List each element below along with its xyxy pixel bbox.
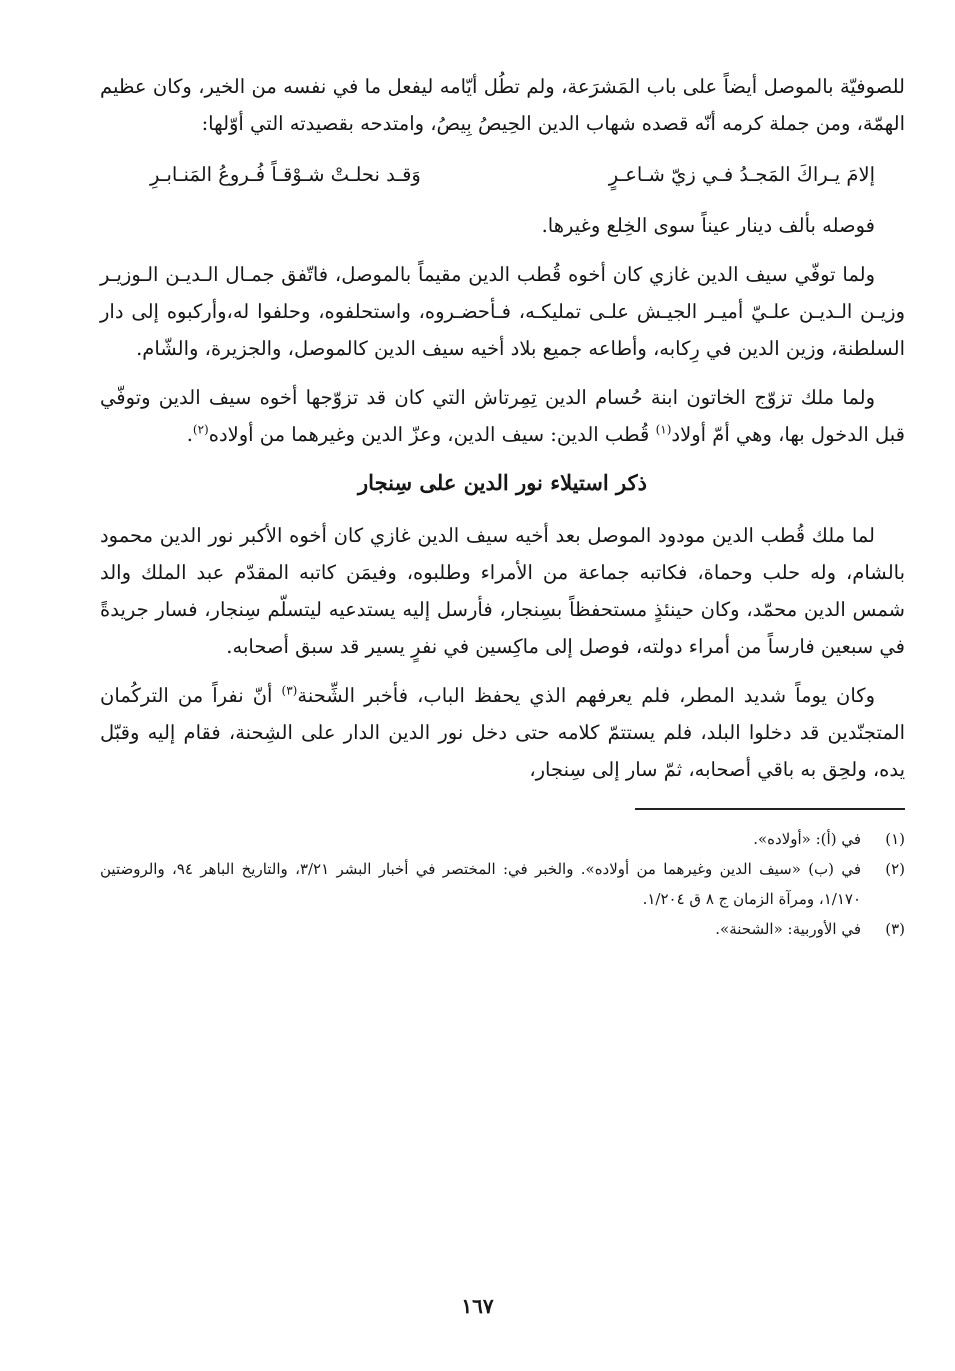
footnote-ref-2[interactable]: (٢) <box>192 422 209 437</box>
page-number: ١٦٧ <box>461 1294 494 1318</box>
footnote-divider <box>635 808 905 810</box>
footnotes <box>100 824 905 944</box>
footnote-number: (١) <box>885 830 905 848</box>
footnote-ref-3[interactable]: (٣) <box>281 683 298 698</box>
verse-first-hemistich: إلامَ يـراكَ المَجـدُ فـي زيّ شـاعـرٍ <box>608 163 875 186</box>
footnote-text: في الأوربية: «الشحنة». <box>715 920 861 938</box>
section-heading: ذكر استيلاء نور الدين على سِنجار <box>358 470 647 495</box>
footnote-item <box>100 824 905 854</box>
footnote-text: في (ب) «سيف الدين وغيرهما من أولاده». والخبر في: المختصر في أخبار البشر ٣/٢١، والتاريخ الباهر ٩٤، والروضتين ١/١٧٠، ومرآة الزمان ج ٨ ق ١/٢٠٤. <box>100 860 861 908</box>
paragraph-3-text-a: ولما ملك تزوّج الخاتون ابنة حُسام الدين تِمِرتاش التي كان قد تزوّجها أخوه سيف الدين وتوفّي قبل الدخول بها، وهي أمّ أولاد <box>100 386 905 446</box>
footnote-ref-1[interactable]: (١) <box>655 422 672 437</box>
paragraph-4: لما ملك قُطب الدين مودود الموصل بعد أخيه سيف الدين غازي كان أخوه الأكبر نور الدين محمود بالشام، وله حلب وحماة، فكاتبه جماعة من الأمراء وطلبوه، وفيمَن كاتبه المقدّم عبد الملك والد شمس الدين محمّد، وكان حينئذٍ مستحفظاً بسِنجار، فأرسل إليه يستدعيه ليتسلّم سِنجار، فسار جريدةً في سبعين فارساً من أمراء دولته، فوصل إلى ماكِسين في نفرٍ يسير قد سبق أصحابه. <box>100 524 905 658</box>
page-content <box>100 68 905 944</box>
after-verse-line: فوصله بألف دينار عيناً سوى الخِلع وغيرها. <box>541 214 875 237</box>
poem-verse <box>100 156 905 193</box>
verse-second-hemistich: وَقـد نحلـتْ شـوْقـاً فُـروعُ المَنـابـرِ <box>150 163 421 186</box>
paragraph-3 <box>100 379 905 453</box>
paragraph-2: ولما توفّي سيف الدين غازي كان أخوه قُطب الدين مقيماً بالموصل، فاتّفق جمـال الـديـن الـوزيـر وزيـن الـديـن علـيّ أميـر الجيـش علـى تمليكـه، فـأحضـروه، واستحلفوه، وحلفوا له،وأركبوه إلى دار السلطنة، وزين الدين في رِكابه، وأطاعه جميع بلاد أخيه سيف الدين كالموصل، والجزيرة، والشّام. <box>100 263 905 360</box>
paragraph-3-text-c: . <box>186 423 193 446</box>
footnote-number: (٢) <box>885 860 905 878</box>
paragraph-3-text-b: قُطب الدين: سيف الدين، وعزّ الدين وغيرهما من أولاده <box>208 423 656 446</box>
footnote-item <box>100 854 905 914</box>
footnote-number: (٣) <box>885 920 905 938</box>
paragraph-1: للصوفيّة بالموصل أيضاً على باب المَشرَعة، ولم تطُل أيّامه ليفعل ما في نفسه من الخير، وكان عظيم الهمّة، ومن جملة كرمه أنّه قصده شهاب الدين الحِيصُ بِيصُ، وامتدحه بقصيدته التي أوّلها: <box>100 75 905 135</box>
paragraph-5-text-a: وكان يوماً شديد المطر، فلم يعرفهم الذي يحفظ الباب، فأخبر الشِّحنة <box>297 684 875 707</box>
paragraph-5 <box>100 677 905 788</box>
footnote-text: في (أ): «أولاده». <box>753 830 861 848</box>
footnote-item <box>100 914 905 944</box>
paragraph-5-text-b: أنّ نفراً من التركُمان المتجنّدين قد دخلوا البلد، فلم يستتمّ كلامه حتى دخل نور الدين الدار على الشِحنة، فقام إليه وقبّل يده، ولحِق به باقي أصحابه، ثمّ سار إلى سِنجار، <box>100 684 905 781</box>
